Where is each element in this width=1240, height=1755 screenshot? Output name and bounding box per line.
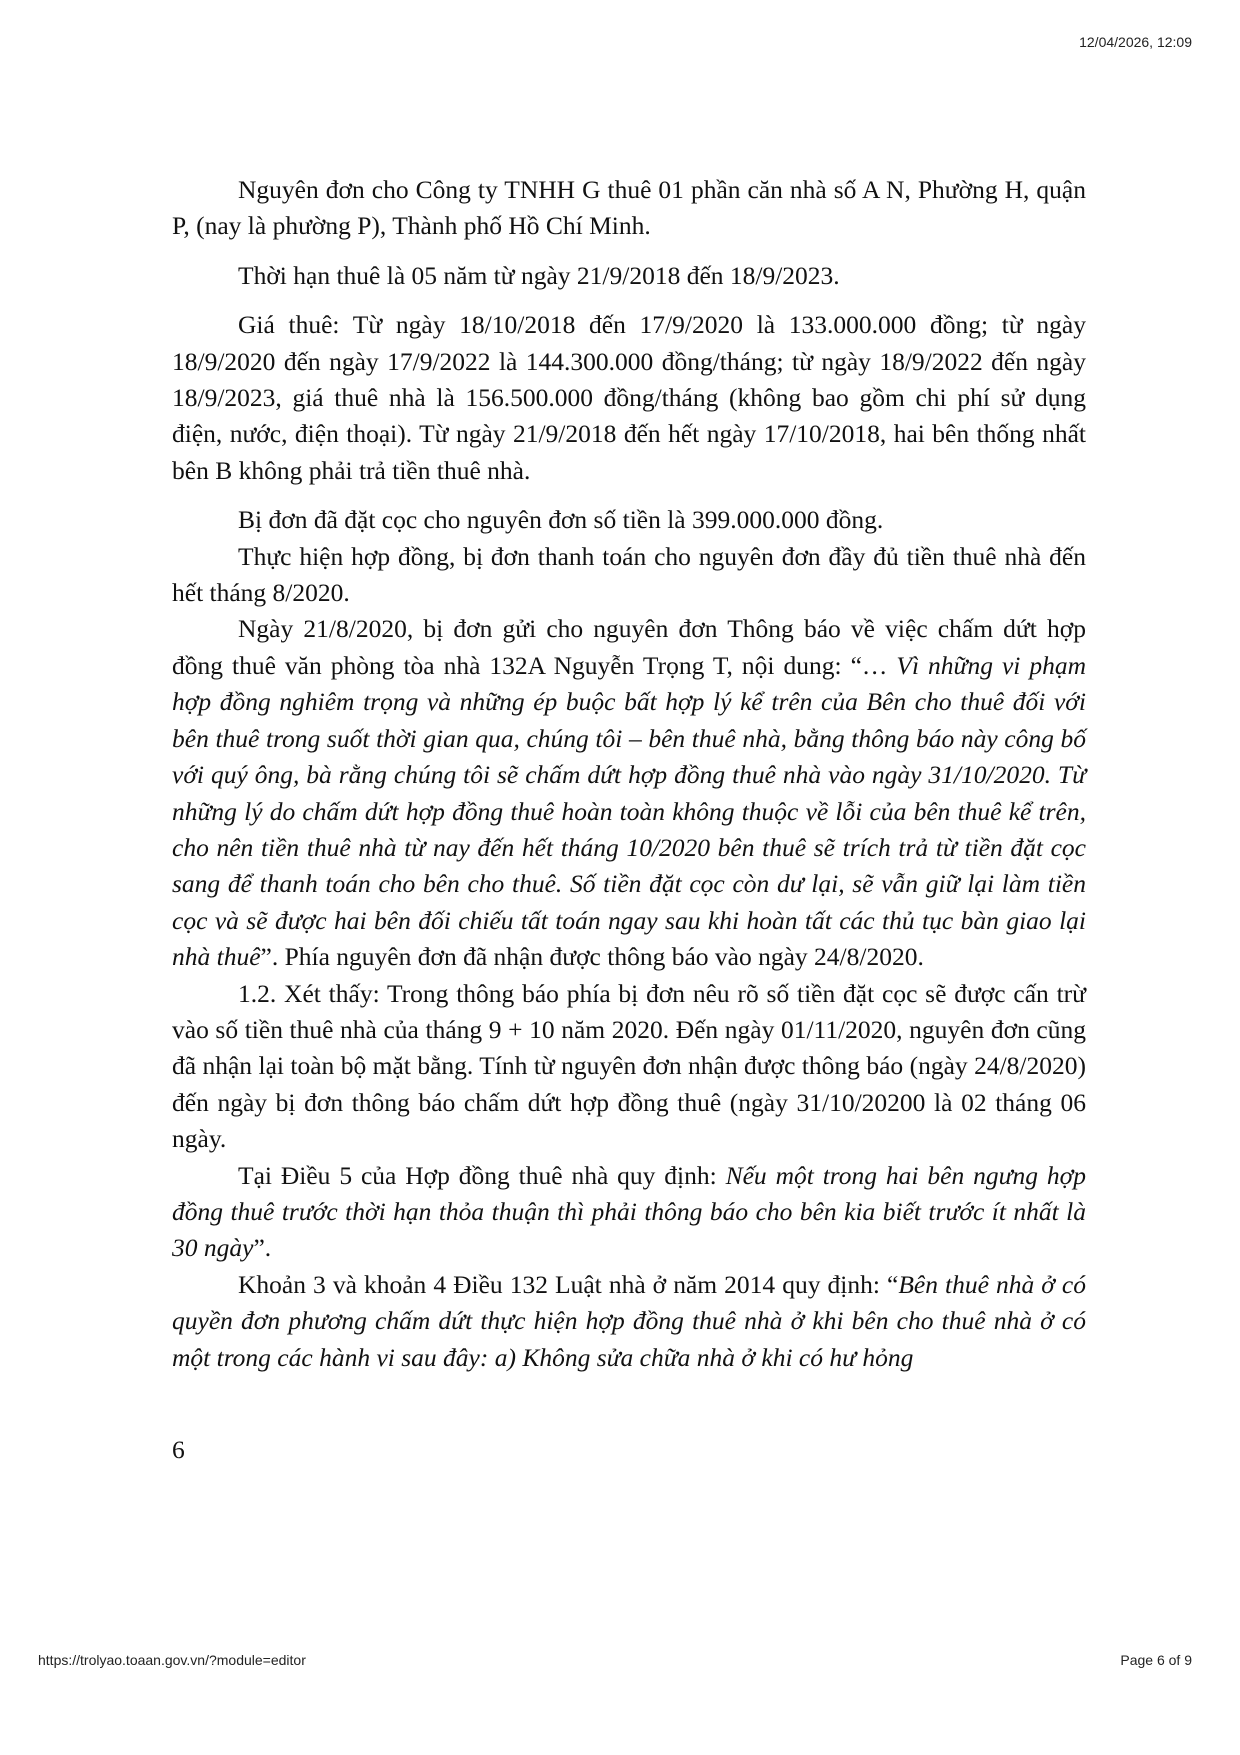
quoted-clause: Nếu một trong hai bên ngưng hợp đồng thuê trước thời hạn thỏa thuận thì phải thông báo cho bên kia biết trước ít nhất là 30 ngày — [172, 1160, 1086, 1263]
paragraph: Thực hiện hợp đồng, bị đơn thanh toán cho nguyên đơn đầy đủ tiền thuê nhà đến hết tháng 8/2020. — [172, 541, 1086, 608]
quoted-law: Bên thuê nhà ở có quyền đơn phương chấm dứt thực hiện hợp đồng thuê nhà ở khi bên cho thuê nhà ở có một trong các hành vi sau đây: a) Không sửa chữa nhà ở khi có hư hỏng — [172, 1269, 1086, 1372]
page-number: 6 — [172, 1435, 185, 1464]
text-run: ”. Phía nguyên đơn đã nhận được thông báo vào ngày 24/8/2020. — [260, 942, 924, 972]
paragraph: Giá thuê: Từ ngày 18/10/2018 đến 17/9/2020 là 133.000.000 đồng; từ ngày 18/9/2020 đến ngày 17/9/2022 là 144.300.000 đồng/tháng; từ ngày 18/9/2022 đến ngày 18/9/2023, giá thuê nhà là 156.500.000 đồng/tháng (không bao gồm chi phí sử dụng điện, nước, điện thoại). Từ ngày 21/9/2018 đến hết ngày 17/10/2018, hai bên thống nhất bên B không phải trả tiền thuê nhà. — [172, 310, 1086, 485]
paragraph — [172, 1267, 1086, 1376]
paragraph: 1.2. Xét thấy: Trong thông báo phía bị đơn nêu rõ số tiền đặt cọc sẽ được cấn trừ vào số tiền thuê nhà của tháng 9 + 10 năm 2020. Đến ngày 01/11/2020, nguyên đơn cũng đã nhận lại toàn bộ mặt bằng. Tính từ nguyên đơn nhận được thông báo (ngày 24/8/2020) đến ngày bị đơn thông báo chấm dứt hợp đồng thuê (ngày 31/10/20200 là 02 tháng 06 ngày. — [172, 978, 1086, 1154]
text-run: Ngày 21/8/2020, bị đơn gửi cho nguyên đơn Thông báo về việc chấm dứt hợp đồng thuê văn phòng tòa nhà 132A Nguyễn Trọng T, nội dung: “… — [172, 614, 1086, 680]
paragraph: Nguyên đơn cho Công ty TNHH G thuê 01 phần căn nhà số A N, Phường H, quận P, (nay là phường P), Thành phố Hồ Chí Minh. — [172, 175, 1086, 241]
paragraph: Bị đơn đã đặt cọc cho nguyên đơn số tiền là 399.000.000 đồng. — [238, 505, 884, 535]
quoted-notice: Vì những vi phạm hợp đồng nghiêm trọng và những ép buộc bất hợp lý kể trên của Bên cho thuê đối với bên thuê trong suốt thời gian qua, chúng tôi – bên thuê nhà, bằng thông báo này công bố với quý ông, bà rằng chúng tôi sẽ chấm dứt hợp đồng thuê nhà vào ngày 31/10/2020. Từ những lý do chấm dứt hợp đồng thuê hoàn toàn không thuộc về lỗi của bên thuê kể trên, cho nên tiền thuê nhà từ nay đến hết tháng 10/2020 bên thuê sẽ trích trả từ tiền đặt cọc sang để thanh toán cho bên cho thuê. Số tiền đặt cọc còn dư lại, sẽ vẫn giữ lại làm tiền cọc và sẽ được hai bên đối chiếu tất toán ngay sau khi hoàn tất các thủ tục bàn giao lại nhà thuê — [172, 650, 1087, 972]
paragraph: Thời hạn thuê là 05 năm từ ngày 21/9/2018 đến 18/9/2023. — [238, 260, 840, 290]
paragraph — [172, 611, 1086, 975]
text-run: Tại Điều 5 của Hợp đồng thuê nhà quy định: — [238, 1160, 726, 1190]
text-run: ”. — [253, 1233, 272, 1263]
document-body — [172, 172, 1086, 1376]
paragraph — [172, 1158, 1086, 1267]
text-run: Khoản 3 và khoản 4 Điều 132 Luật nhà ở năm 2014 quy định: “ — [238, 1269, 899, 1299]
print-datetime: 12/04/2026, 12:09 — [1079, 34, 1192, 50]
footer-page-info: Page 6 of 9 — [1120, 1652, 1192, 1668]
footer-url: https://trolyao.toaan.gov.vn/?module=editor — [38, 1652, 306, 1668]
